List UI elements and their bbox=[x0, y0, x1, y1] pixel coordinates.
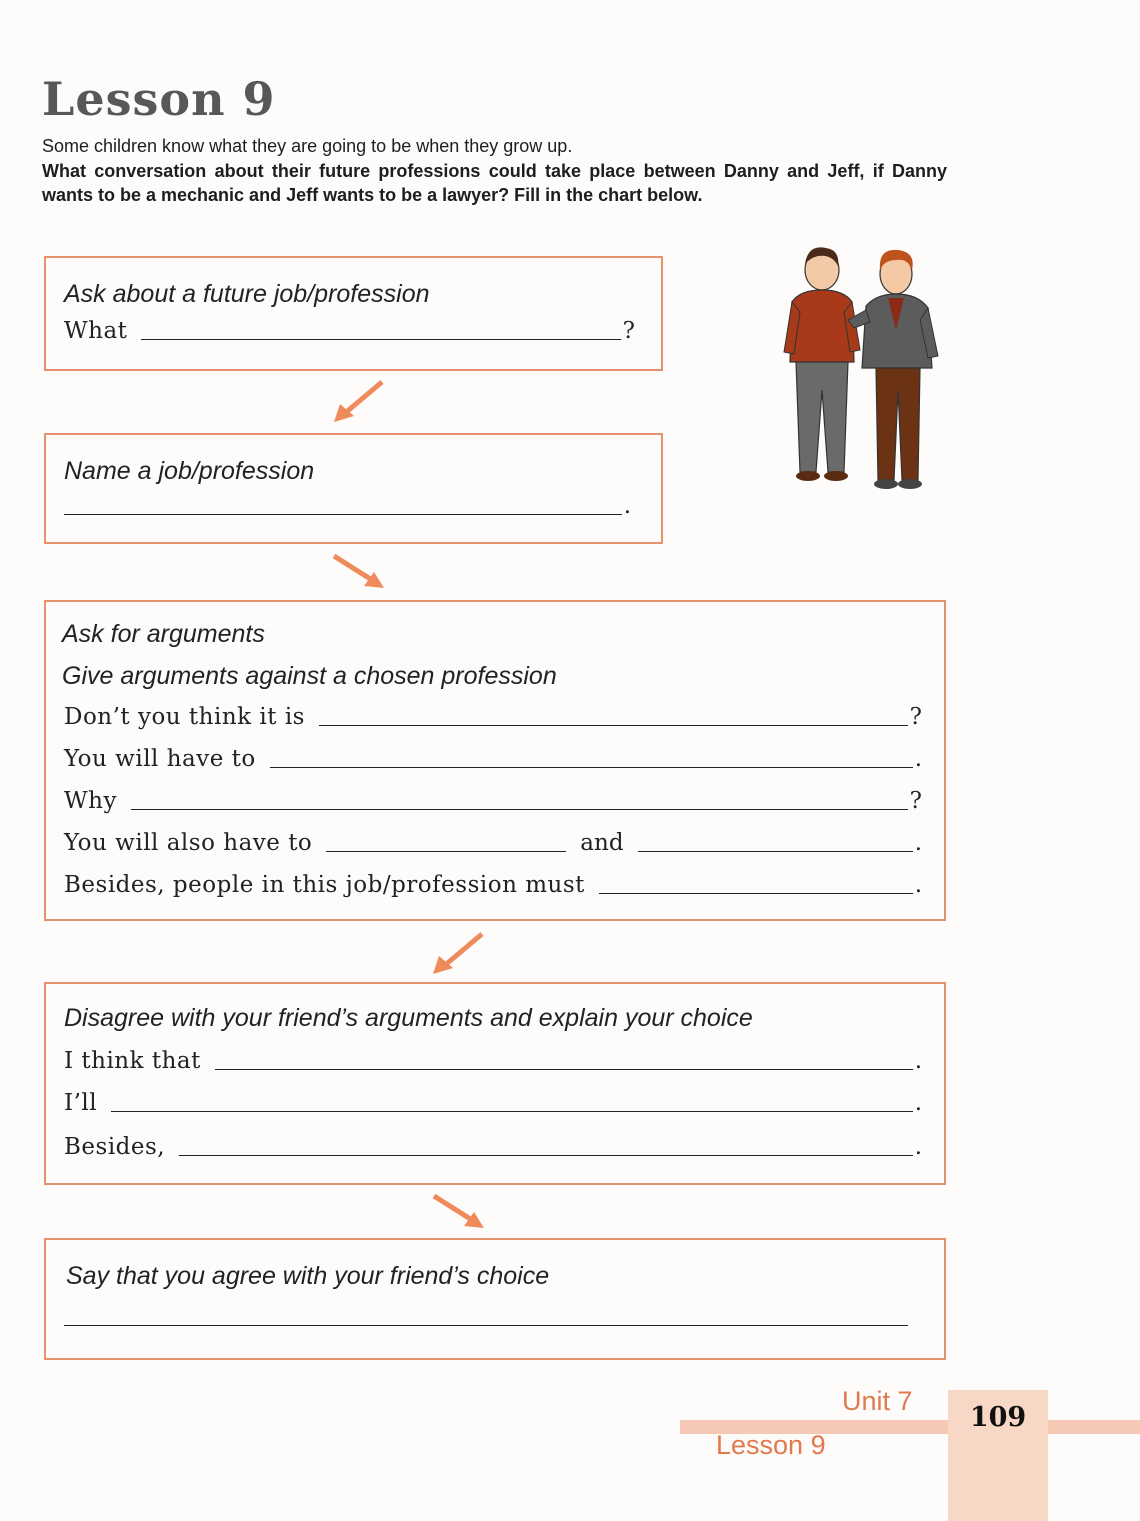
row-label: Besides, people in this job/profession must bbox=[64, 872, 585, 898]
box-disagree bbox=[44, 982, 946, 1185]
flow-arrow-icon bbox=[330, 376, 390, 426]
row-end: . bbox=[914, 1048, 922, 1074]
box-heading: Ask about a future job/profession bbox=[64, 280, 430, 308]
row-end: . bbox=[914, 746, 922, 772]
flow-arrow-icon bbox=[428, 928, 488, 978]
answer-blank[interactable] bbox=[319, 703, 908, 726]
answer-blank[interactable] bbox=[599, 871, 913, 894]
box-agree bbox=[44, 1238, 946, 1360]
argument-row bbox=[64, 826, 922, 856]
row-end: . bbox=[914, 872, 922, 898]
answer-blank[interactable] bbox=[270, 745, 913, 768]
two-boys-illustration bbox=[770, 240, 950, 500]
intro-text bbox=[42, 134, 947, 208]
row-label: I’ll bbox=[64, 1090, 98, 1116]
flow-arrow-icon bbox=[330, 550, 390, 595]
answer-blank[interactable] bbox=[215, 1047, 913, 1070]
row-end: . bbox=[914, 1090, 922, 1116]
row-end: . bbox=[623, 493, 631, 519]
disagree-row bbox=[64, 1086, 922, 1116]
row-end: ? bbox=[909, 788, 922, 814]
box-subheading: Give arguments against a chosen profession bbox=[62, 662, 557, 690]
answer-blank[interactable] bbox=[64, 1303, 908, 1326]
box-heading: Disagree with your friend’s arguments and explain your choice bbox=[64, 1004, 753, 1032]
argument-row bbox=[64, 700, 922, 730]
row-end: . bbox=[914, 830, 922, 856]
lesson-title: Lesson 9 bbox=[42, 72, 276, 126]
agree-row bbox=[64, 1300, 908, 1330]
argument-row bbox=[64, 784, 922, 814]
row-label: Don’t you think it is bbox=[64, 704, 305, 730]
answer-blank[interactable] bbox=[179, 1133, 913, 1156]
what-row bbox=[64, 314, 635, 344]
row-label: You will have to bbox=[64, 746, 256, 772]
row-end: ? bbox=[622, 318, 635, 344]
row-end: . bbox=[914, 1134, 922, 1160]
row-label: I think that bbox=[64, 1048, 201, 1074]
row-connector: and bbox=[580, 830, 624, 856]
row-label: Besides, bbox=[64, 1134, 166, 1160]
footer-lesson: Lesson 9 bbox=[716, 1430, 826, 1460]
row-label: What bbox=[64, 318, 128, 344]
answer-blank[interactable] bbox=[326, 829, 566, 852]
disagree-row bbox=[64, 1044, 922, 1074]
answer-blank[interactable] bbox=[131, 787, 908, 810]
row-end: ? bbox=[909, 704, 922, 730]
answer-blank[interactable] bbox=[111, 1089, 913, 1112]
page-number: 109 bbox=[969, 1402, 1027, 1433]
footer-unit: Unit 7 bbox=[842, 1386, 913, 1416]
box-ask-job bbox=[44, 256, 663, 371]
argument-row bbox=[64, 868, 922, 898]
row-label: You will also have to bbox=[64, 830, 313, 856]
disagree-row bbox=[64, 1130, 922, 1160]
intro-sentence: Some children know what they are going to be when they grow up. bbox=[42, 136, 573, 156]
box-heading: Say that you agree with your friend’s choice bbox=[66, 1262, 550, 1290]
answer-blank[interactable] bbox=[638, 829, 913, 852]
task-instruction: What conversation about their future professions could take place between Danny and Jeff, if Danny wants to be a mechanic and Jeff wants to be a lawyer? Fill in the chart below. bbox=[42, 160, 947, 205]
box-name-job bbox=[44, 433, 663, 544]
answer-blank[interactable] bbox=[64, 492, 622, 515]
box-heading: Ask for arguments bbox=[62, 620, 265, 648]
argument-row bbox=[64, 742, 922, 772]
answer-blank[interactable] bbox=[141, 317, 620, 340]
flow-arrow-icon bbox=[430, 1190, 490, 1235]
box-heading: Name a job/profession bbox=[64, 457, 315, 485]
row-label: Why bbox=[64, 788, 117, 814]
job-row bbox=[64, 489, 631, 519]
box-arguments bbox=[44, 600, 946, 921]
